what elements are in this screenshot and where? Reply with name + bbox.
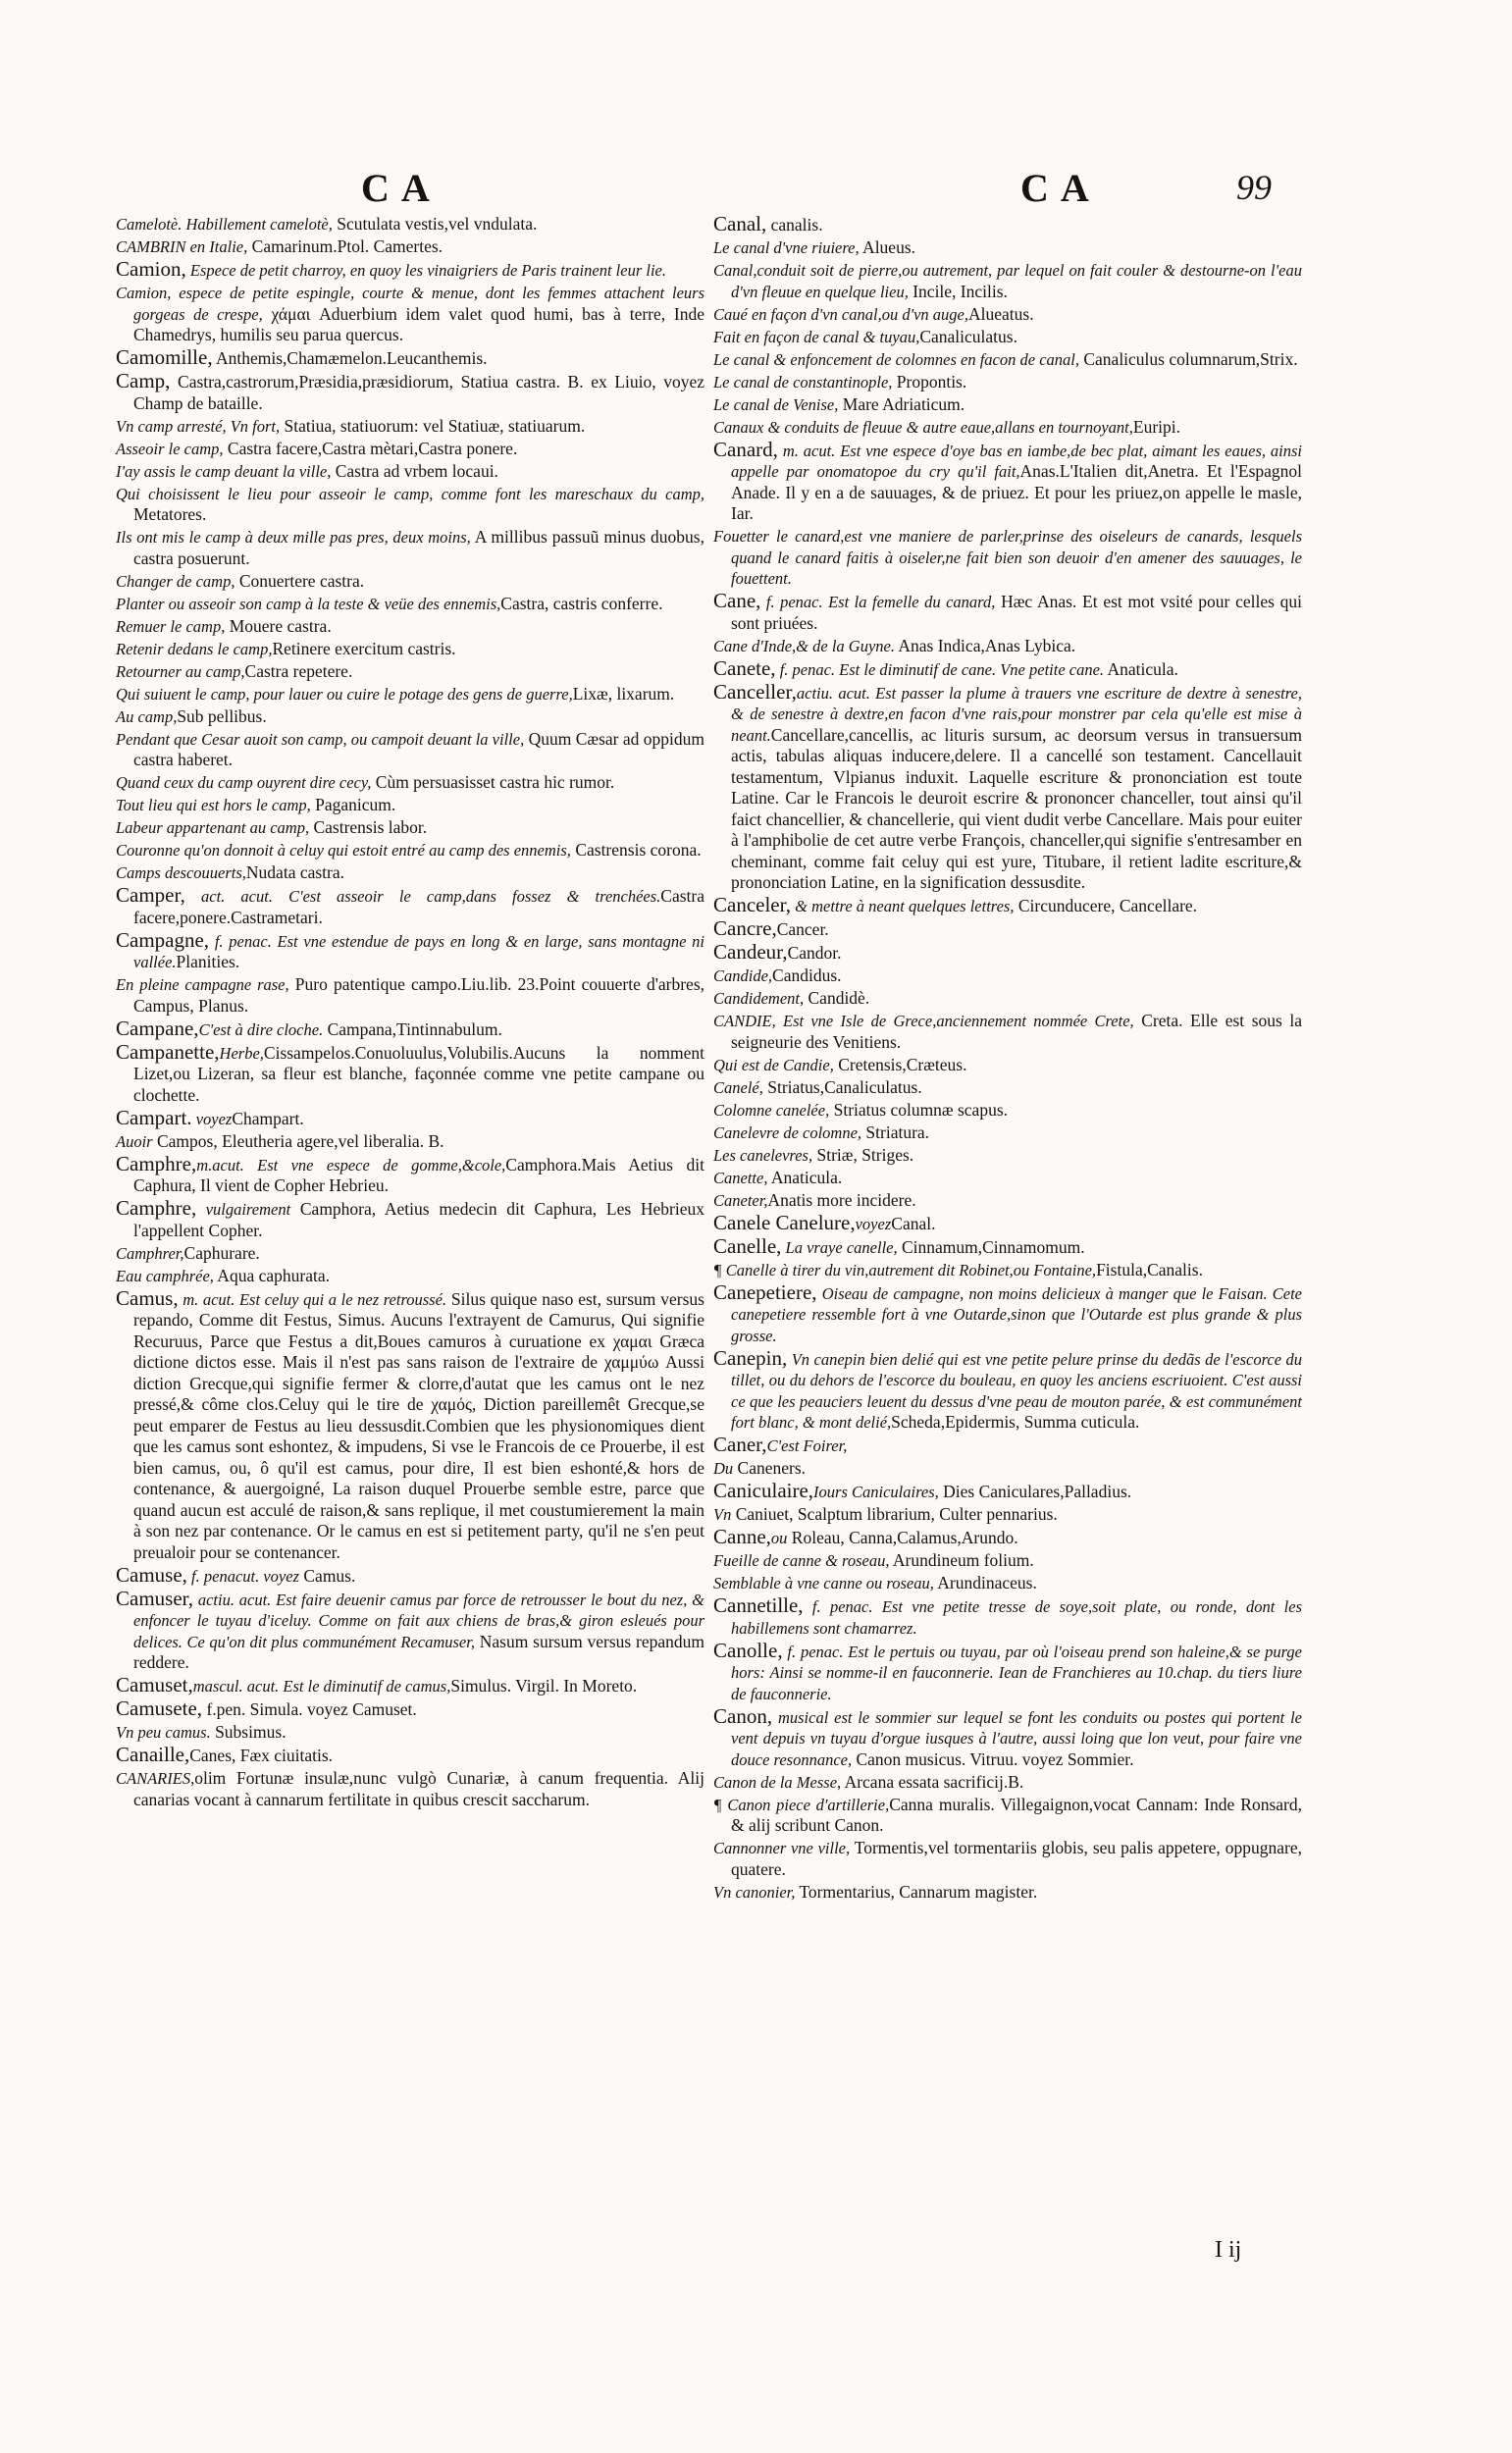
dictionary-entry bbox=[713, 1795, 1302, 1837]
entry-french-note: actiu. acut. Est passer la plume à trauers vne escriture de dextre à senestre, & de senestre à dextre,en facon d'vne rais,pour monstrer par cela qu'elle est mise à neant. bbox=[731, 683, 1302, 745]
dictionary-entry bbox=[116, 1131, 704, 1153]
entry-latin-text: Alueus. bbox=[859, 237, 916, 257]
dictionary-entry bbox=[116, 1151, 704, 1197]
right-running-head: CA bbox=[1020, 166, 1101, 210]
dictionary-entry bbox=[116, 772, 704, 794]
entry-french-note: Vn camp arresté, Vn fort, bbox=[116, 416, 281, 436]
entry-french-note: Oiseau de campagne, non moins delicieux à manger que le Faisan. Cete canepetiere ressemble fort à vne Outarde,sinon que l'Outarde est plus grande & plus grosse. bbox=[731, 1283, 1302, 1345]
dictionary-entry bbox=[713, 1504, 1302, 1526]
entry-headword: Cannetille, bbox=[713, 1593, 804, 1617]
dictionary-entry bbox=[713, 1638, 1302, 1705]
entry-latin-text: Hæc Anas. Et est mot vsité pour celles qui sont priuées. bbox=[731, 592, 1303, 633]
entry-headword: Camp, bbox=[116, 369, 171, 392]
entry-french-note: I'ay assis le camp deuant la ville, bbox=[116, 461, 332, 481]
entry-latin-text: Statiua, statiuorum: vel Statiuæ, statiuarum. bbox=[280, 415, 586, 436]
entry-headword: Canard, bbox=[713, 437, 778, 461]
dictionary-entry bbox=[116, 461, 704, 483]
entry-french-note: m. acut. Est vne espece d'oye bas en iambe,de bec plat, aimant les eaues, ainsi appelle par onomatopoe du cry qu'il fait, bbox=[731, 441, 1302, 481]
entry-french-note: ¶ Canelle à tirer du vin,autrement dit Robinet,ou Fontaine, bbox=[713, 1260, 1097, 1279]
entry-headword: Caniculaire, bbox=[713, 1479, 814, 1502]
dictionary-entry bbox=[116, 661, 704, 683]
entry-latin-text: Castrensis labor. bbox=[309, 817, 428, 837]
entry-french-note: m.acut. Est vne espece de gomme,&cole, bbox=[196, 1155, 506, 1174]
entry-french-note: Auoir bbox=[116, 1131, 153, 1151]
entry-french-note: Caué en façon d'vn canal,ou d'vn auge, bbox=[713, 304, 968, 324]
entry-headword: Canceler, bbox=[713, 893, 792, 916]
entry-french-note: Canelé, bbox=[713, 1077, 763, 1097]
right-column bbox=[713, 214, 1302, 1905]
dictionary-entry bbox=[713, 1279, 1302, 1347]
entry-french-note: Asseoir le camp, bbox=[116, 439, 224, 458]
entry-french-note: Camphrer, bbox=[116, 1243, 184, 1263]
entry-latin-text: Sub pellibus. bbox=[177, 705, 267, 726]
entry-headword: Canon, bbox=[713, 1703, 773, 1728]
entry-latin-text: Fistula,Canalis. bbox=[1096, 1259, 1203, 1279]
dictionary-entry bbox=[116, 817, 704, 839]
entry-latin-text: Canaliculus columnarum,Strix. bbox=[1078, 348, 1298, 369]
entry-latin-text: Cancer. bbox=[776, 919, 829, 939]
entry-latin-text: Aqua caphurata. bbox=[213, 1265, 330, 1285]
entry-french-note: Qui choisissent le lieu pour asseoir le camp, comme font les mareschaux du camp, bbox=[116, 484, 704, 503]
entry-headword: Cancre, bbox=[713, 916, 777, 940]
entry-french-note: Cane d'Inde,& de la Guyne. bbox=[713, 636, 895, 655]
entry-french-note: Du bbox=[713, 1459, 734, 1478]
entry-headword: Camomille, bbox=[116, 345, 213, 369]
entry-latin-text: Mouere castra. bbox=[225, 615, 332, 636]
entry-latin-text: Mare Adriaticum. bbox=[838, 393, 965, 414]
dictionary-entry bbox=[116, 1198, 704, 1241]
entry-latin-text: Propontis. bbox=[892, 371, 967, 391]
entry-headword: Candeur, bbox=[713, 940, 788, 964]
dictionary-entry bbox=[713, 327, 1302, 348]
entry-french-note: Candidement, bbox=[713, 989, 805, 1008]
entry-latin-text: Retinere exercitum castris. bbox=[272, 638, 456, 658]
dictionary-entry bbox=[116, 1675, 704, 1697]
entry-latin-text: Striatus,Canaliculatus. bbox=[762, 1076, 922, 1097]
dictionary-entry bbox=[713, 304, 1302, 326]
entry-french-note: Vn peu camus. bbox=[116, 1723, 211, 1742]
entry-latin-text: Castra facere,Castra mètari,Castra ponere. bbox=[223, 438, 518, 458]
entry-french-note: Fouetter le canard,est vne maniere de parler,prinse des oiseleurs de canards, lesquels quand le canard faitis à oiseler,ne fait bien son deuoir d'en amener des sauuages, le fouettent. bbox=[713, 527, 1302, 588]
entry-latin-text: Creta. Elle est sous la seigneurie des Venitiens. bbox=[731, 1011, 1302, 1052]
entry-latin-text: χάμαι Aduerbium idem valet quod humi, bas à terre, Inde Chamedrys, humilis seu parua quercus. bbox=[133, 303, 705, 344]
dictionary-entry bbox=[713, 1210, 1302, 1235]
entry-headword: Camuset, bbox=[116, 1673, 193, 1696]
dictionary-entry bbox=[116, 1698, 704, 1721]
entry-french-note: C'est Foirer, bbox=[766, 1436, 848, 1455]
entry-french-note: Planter ou asseoir son camp à la teste & veüe des ennemis, bbox=[116, 594, 501, 613]
entry-latin-text: Cretensis,Cræteus. bbox=[833, 1054, 967, 1074]
entry-french-note: Canal,conduit soit de pierre,ou autrement, par lequel on fait couler & destourne-on l'eau d'vn fleuue en quelque lieu, bbox=[713, 261, 1302, 301]
entry-french-note: C'est à dire cloche. bbox=[198, 1019, 324, 1039]
entry-french-note: Changer de camp, bbox=[116, 571, 235, 591]
entry-latin-text: olim Fortunæ insulæ,nunc vulgò Cunariæ, à canum frequentia. Alij canarias vocant à cannarum fertilitate in quibus crescit saccharum. bbox=[133, 1768, 704, 1809]
entry-headword: Canaille, bbox=[116, 1743, 190, 1766]
entry-french-note: CANDIE, Est vne Isle de Grece,anciennement nommée Crete, bbox=[713, 1012, 1134, 1030]
entry-headword: Cane, bbox=[713, 589, 761, 612]
entry-latin-text: Striæ, Striges. bbox=[812, 1144, 914, 1165]
dictionary-entry bbox=[116, 1105, 704, 1130]
entry-latin-text: Nudata castra. bbox=[245, 862, 345, 882]
entry-french-note: Camion, espece de petite espingle, courte & menue, dont les femmes attachent leurs gorgeas de crespe, bbox=[116, 284, 704, 324]
entry-french-note: & mettre à neant quelques lettres, bbox=[791, 897, 1015, 915]
entry-french-note: f. penac. Est la femelle du canard, bbox=[760, 593, 996, 611]
entry-french-note: voyez bbox=[191, 1109, 233, 1128]
dictionary-entry bbox=[713, 237, 1302, 259]
dictionary-entry bbox=[713, 1838, 1302, 1880]
entry-latin-text: Castra repetere. bbox=[244, 660, 353, 681]
entry-latin-text: Canna muralis. Villegaignon,vocat Cannam: Inde Ronsard, & alij scribunt Canon. bbox=[731, 1794, 1302, 1835]
entry-headword: Camus, bbox=[116, 1285, 179, 1310]
entry-latin-text: Cissampelos.Conuoluulus,Volubilis.Aucuns la nomment Lizet,ou Lizeran, sa fleur est blanche, façonnée comme vne petite campane ou clochette. bbox=[133, 1042, 704, 1105]
dictionary-entry bbox=[116, 927, 704, 973]
dictionary-entry bbox=[713, 1055, 1302, 1076]
dictionary-entry bbox=[713, 437, 1303, 525]
entry-latin-text: Camus. bbox=[299, 1565, 356, 1586]
entry-latin-text: Tormentis,vel tormentariis globis, seu palis appetere, oppugnare, quatere. bbox=[731, 1838, 1302, 1879]
entry-french-note: Iours Caniculaires, bbox=[813, 1483, 939, 1501]
entry-latin-text: Paganicum. bbox=[310, 795, 396, 814]
entry-latin-text: Anas Indica,Anas Lybica. bbox=[894, 635, 1076, 655]
entry-latin-text: Striatura. bbox=[861, 1122, 930, 1142]
dictionary-entry bbox=[713, 1168, 1302, 1189]
entry-french-note: Ils ont mis le camp à deux mille pas pres, deux moins, bbox=[116, 528, 471, 547]
dictionary-entry bbox=[116, 527, 704, 569]
entry-headword: Camphre, bbox=[116, 1151, 197, 1175]
dictionary-entry bbox=[116, 862, 704, 884]
entry-french-note: Vn canonier, bbox=[713, 1882, 796, 1902]
entry-latin-text: Planities. bbox=[176, 952, 240, 971]
dictionary-entry bbox=[713, 966, 1302, 987]
entry-headword: Canepetiere, bbox=[713, 1279, 817, 1304]
entry-latin-text: Anaticula. bbox=[767, 1167, 843, 1187]
entry-headword: Campart. bbox=[116, 1105, 192, 1129]
dictionary-entry bbox=[116, 1266, 704, 1287]
entry-headword: Campagne, bbox=[116, 927, 210, 952]
entry-latin-text: Scheda,Epidermis, Summa cuticula. bbox=[891, 1412, 1140, 1432]
dictionary-entry bbox=[116, 1722, 704, 1744]
dictionary-entry bbox=[116, 484, 704, 526]
dictionary-entry bbox=[116, 1285, 704, 1564]
entry-french-note: ou bbox=[770, 1529, 788, 1547]
entry-french-note: Canette, bbox=[713, 1168, 768, 1187]
dictionary-entry bbox=[116, 840, 704, 861]
dictionary-entry bbox=[713, 1458, 1302, 1480]
entry-french-note: Colomne canelée, bbox=[713, 1100, 830, 1120]
dictionary-entry bbox=[713, 349, 1302, 371]
dictionary-entry bbox=[713, 679, 1302, 894]
entry-latin-text: Arundinaceus. bbox=[933, 1573, 1037, 1592]
entry-french-note: act. acut. C'est asseoir le camp,dans fossez & trenchées. bbox=[184, 887, 661, 906]
entry-french-note: f. penac. Est le pertuis ou tuyau, par où l'oiseau prend son haleine,& se purge hors: Ainsi se nomme-il en fauconnerie. Iean de Franchieres au 10.chap. du tiers liure de fauconnerie. bbox=[731, 1642, 1302, 1703]
dictionary-entry bbox=[116, 439, 704, 460]
entry-headword: Camphre, bbox=[116, 1196, 197, 1220]
entry-latin-text: Conuertere castra. bbox=[235, 570, 365, 591]
entry-headword: Camion, bbox=[116, 257, 186, 281]
entry-headword: Canepin, bbox=[713, 1345, 788, 1370]
entry-latin-text: Nasum sursum versus repandum reddere. bbox=[133, 1631, 704, 1672]
dictionary-entry bbox=[713, 1435, 1302, 1457]
entry-latin-text: Anthemis,Chamæmelon.Leucanthemis. bbox=[212, 348, 488, 368]
entry-french-note: En pleine campagne rase, bbox=[116, 975, 289, 994]
entry-latin-text: Candidus. bbox=[772, 966, 842, 985]
dictionary-entry bbox=[116, 371, 704, 414]
entry-french-note: Fait en façon de canal & tuyau, bbox=[713, 327, 920, 346]
entry-latin-text: canalis. bbox=[766, 215, 823, 235]
entry-french-note: CAMBRIN en Italie, bbox=[116, 237, 248, 256]
entry-french-note: Retourner au camp, bbox=[116, 661, 245, 681]
entry-latin-text: Lixæ, lixarum. bbox=[572, 683, 675, 704]
dictionary-entry bbox=[713, 1190, 1302, 1212]
entry-french-note: Qui est de Candie, bbox=[713, 1055, 834, 1074]
dictionary-entry bbox=[116, 283, 704, 346]
dictionary-entry bbox=[713, 895, 1302, 917]
dictionary-entry bbox=[713, 372, 1302, 393]
entry-latin-text: Castra, castris conferre. bbox=[500, 593, 663, 613]
entry-latin-text: A millibus passuũ minus duobus, castra posuerunt. bbox=[133, 527, 704, 568]
entry-french-note: Les canelevres, bbox=[713, 1145, 813, 1165]
entry-latin-text: Metatores. bbox=[133, 504, 207, 524]
dictionary-entry bbox=[116, 594, 704, 615]
entry-latin-text: Subsimus. bbox=[210, 1722, 287, 1742]
dictionary-entry bbox=[713, 655, 1302, 681]
entry-latin-text: Castra,castrorum,Præsidia,præsidiorum, Statiua castra. B. ex Liuio, voyez Champ de bataille. bbox=[133, 372, 704, 413]
entry-latin-text: Castra ad vrbem locaui. bbox=[331, 460, 498, 481]
entry-latin-text: Campos, Eleutheria agere,vel liberalia. B. bbox=[152, 1130, 444, 1151]
entry-french-note: Canaux & conduits de fleuue & autre eaue,allans en tournoyant, bbox=[713, 417, 1133, 437]
dictionary-entry bbox=[116, 729, 704, 771]
dictionary-entry bbox=[116, 885, 704, 928]
entry-latin-text: Striatus columnæ scapus. bbox=[829, 1099, 1009, 1120]
dictionary-entry bbox=[116, 795, 704, 816]
entry-french-note: f. penac. Est le diminutif de cane. Vne petite cane. bbox=[775, 659, 1105, 679]
dictionary-entry bbox=[713, 1527, 1302, 1549]
dictionary-entry bbox=[713, 417, 1302, 439]
entry-latin-text: Quum Cæsar ad oppidum castra haberet. bbox=[133, 728, 705, 769]
entry-french-note: actiu. acut. Est faire deuenir camus par force de retrousser le bout du nez, & enfoncer le tuyau d'iceluy. Comme on fait aux chiens de bras,& giron esleués pour delices. Ce qu'on dit plus communément Recamuser, bbox=[133, 1590, 704, 1651]
left-running-head: CA bbox=[361, 166, 442, 210]
entry-headword: Caner, bbox=[713, 1433, 767, 1456]
entry-latin-text: Castrensis corona. bbox=[570, 840, 702, 860]
entry-french-note: Vn canepin bien delié qui est vne petite pelure prinse du dedãs de l'escorce du tillet, ou du dehors de l'escorce du bouleau, en quoy les anciens escriuoient. C'est aussi ce que les peauciers leuent du dessus d'vne peau de mouton parée, & est communément fort blanc, & mont delié, bbox=[731, 1349, 1302, 1432]
dictionary-entry bbox=[116, 571, 704, 593]
entry-french-note: Fueille de canne & roseau, bbox=[713, 1551, 890, 1570]
dictionary-entry bbox=[713, 1772, 1302, 1794]
entry-french-note: m. acut. Est celuy qui a le nez retroussé. bbox=[178, 1289, 447, 1309]
entry-french-note: Labeur appartenant au camp, bbox=[116, 818, 310, 837]
entry-french-note: f. penac. Est vne petite tresse de soye,soit plate, ou ronde, dont les habillemens sont chamarrez. bbox=[731, 1597, 1302, 1638]
entry-french-note: voyez bbox=[855, 1214, 892, 1233]
dictionary-entry bbox=[713, 1077, 1302, 1099]
entry-french-note: Camelotè. Habillement camelotè, bbox=[116, 215, 333, 234]
entry-french-note: Quand ceux du camp ouyrent dire cecy, bbox=[116, 773, 372, 792]
entry-french-note: f. penacut. voyez bbox=[186, 1566, 299, 1586]
entry-latin-text: Camarinum.Ptol. Camertes. bbox=[247, 236, 443, 256]
dictionary-entry bbox=[713, 1882, 1302, 1904]
entry-french-note: ¶ Canon piece d'artillerie, bbox=[713, 1795, 890, 1814]
dictionary-entry bbox=[713, 1595, 1302, 1639]
entry-latin-text: Camphora, Aetius medecin dit Caphura, Les Hebrieux l'appellent Copher. bbox=[133, 1199, 704, 1240]
entry-french-note: musical est le sommier sur lequel se font les conduits ou postes qui portent le vent depuis vn tuyau d'orgue iusques à l'autre, aussi loing que lon veut, pour faire vne douce resonnance, bbox=[731, 1707, 1302, 1769]
entry-latin-text: Caphurare. bbox=[183, 1242, 260, 1263]
entry-french-note: Cannonner vne ville, bbox=[713, 1839, 851, 1857]
dictionary-entry bbox=[116, 416, 704, 438]
dictionary-entry bbox=[713, 636, 1302, 657]
entry-latin-text: Circunducere, Cancellare. bbox=[1014, 896, 1198, 915]
entry-headword: Canelle, bbox=[713, 1233, 782, 1258]
dictionary-entry bbox=[116, 1018, 704, 1041]
entry-latin-text: Simulus. Virgil. In Moreto. bbox=[450, 1676, 638, 1696]
dictionary-entry bbox=[713, 918, 1302, 941]
dictionary-entry bbox=[713, 1260, 1302, 1281]
entry-latin-text: Puro patentique campo.Liu.lib. 23.Point couuerte d'arbres, Campus, Planus. bbox=[133, 974, 704, 1016]
dictionary-entry bbox=[116, 639, 704, 660]
dictionary-entry bbox=[713, 214, 1302, 236]
entry-latin-text: Alueatus. bbox=[968, 303, 1034, 324]
dictionary-entry bbox=[713, 942, 1302, 965]
entry-latin-text: Arundineum folium. bbox=[889, 1550, 1034, 1570]
page-number: 99 bbox=[1236, 168, 1272, 207]
entry-french-note: Le canal d'vne riuiere, bbox=[713, 238, 860, 257]
entry-french-note: Caneter, bbox=[713, 1190, 768, 1210]
dictionary-entry bbox=[713, 1145, 1302, 1167]
entry-headword: Canolle, bbox=[713, 1638, 783, 1662]
dictionary-entry bbox=[116, 1586, 704, 1674]
dictionary-entry bbox=[116, 1243, 704, 1265]
dictionary-entry bbox=[713, 1345, 1302, 1434]
dictionary-entry bbox=[116, 974, 704, 1017]
entry-french-note: Tout lieu qui est hors le camp, bbox=[116, 796, 311, 814]
entry-latin-text: Caneners. bbox=[733, 1458, 807, 1478]
signature-mark: I ij bbox=[1215, 2237, 1242, 2263]
dictionary-entry bbox=[116, 1768, 704, 1810]
dictionary-entry bbox=[713, 1703, 1302, 1771]
entry-french-note: Espece de petit charroy, en quoy les vinaigriers de Paris trainent leur lie. bbox=[185, 261, 666, 280]
dictionary-entry bbox=[116, 259, 704, 282]
entry-headword: Canete, bbox=[713, 655, 776, 680]
entry-latin-text: Caniuet, Scalptum librarium, Culter pennarius. bbox=[731, 1504, 1058, 1524]
entry-latin-text: Camphora.Mais Aetius dit Caphura, Il vient de Copher Hebrieu. bbox=[133, 1154, 704, 1195]
entry-french-note: Pendant que Cesar auoit son camp, ou campoit deuant la ville, bbox=[116, 729, 525, 749]
dictionary-entry bbox=[116, 347, 704, 370]
dictionary-entry bbox=[116, 616, 704, 638]
entry-french-note: Herbe, bbox=[219, 1043, 264, 1063]
entry-french-note: Canon de la Messe, bbox=[713, 1772, 842, 1792]
dictionary-entry bbox=[116, 1562, 704, 1588]
entry-headword: Canal, bbox=[713, 212, 767, 235]
dictionary-entry bbox=[713, 988, 1302, 1010]
entry-latin-text: Anas.L'Italien dit,Anetra. Et l'Espagnol Anade. Il y en a de sauuages, & de priuez. Et pour les priuez,on appelle le masle, Iar. bbox=[731, 461, 1303, 523]
entry-latin-text: Candidè. bbox=[804, 988, 870, 1008]
entry-latin-text: Campana,Tintinnabulum. bbox=[323, 1018, 502, 1039]
entry-latin-text: Scutulata vestis,vel vndulata. bbox=[332, 214, 538, 234]
entry-latin-text: Canal. bbox=[891, 1213, 936, 1233]
dictionary-entry bbox=[116, 1039, 704, 1107]
entry-latin-text: Cùm persuasisset castra hic rumor. bbox=[371, 772, 615, 792]
entry-headword: Campane, bbox=[116, 1016, 199, 1040]
dictionary-entry bbox=[116, 706, 704, 728]
entry-headword: Canceller, bbox=[713, 679, 797, 704]
entry-french-note: Remuer le camp, bbox=[116, 616, 226, 636]
entry-headword: Campanette, bbox=[116, 1039, 220, 1064]
entry-french-note: mascul. acut. Est le diminutif de camus, bbox=[192, 1677, 451, 1696]
entry-french-note: Le canal & enfoncement de colomnes en facon de canal, bbox=[713, 349, 1079, 369]
dictionary-entry bbox=[713, 1481, 1302, 1503]
entry-headword: Camuse, bbox=[116, 1562, 187, 1587]
entry-headword: Camusete, bbox=[116, 1696, 203, 1720]
dictionary-entry bbox=[116, 1745, 704, 1767]
entry-latin-text: Dies Caniculares,Palladius. bbox=[938, 1482, 1132, 1501]
dictionary-entry bbox=[713, 394, 1302, 416]
entry-french-note: Le canal de Venise, bbox=[713, 394, 839, 414]
left-column bbox=[116, 214, 704, 1812]
dictionary-entry bbox=[713, 526, 1302, 590]
entry-latin-text: Champart. bbox=[232, 1108, 304, 1128]
dictionary-entry bbox=[713, 1233, 1302, 1259]
entry-headword: Canne, bbox=[713, 1525, 771, 1548]
entry-latin-text: Anatis more incidere. bbox=[767, 1189, 916, 1210]
entry-headword: Camper, bbox=[116, 883, 185, 907]
entry-french-note: Le canal de constantinople, bbox=[713, 372, 893, 391]
entry-french-note: Semblable à vne canne ou roseau, bbox=[713, 1574, 934, 1592]
entry-french-note: Eau camphrée, bbox=[116, 1266, 214, 1285]
entry-latin-text: Canaliculatus. bbox=[919, 326, 1017, 346]
entry-latin-text: Euripi. bbox=[1132, 416, 1180, 437]
entry-french-note: La vraye canelle, bbox=[781, 1237, 898, 1257]
entry-latin-text: Canon musicus. Vitruu. voyez Sommier. bbox=[852, 1748, 1134, 1769]
dictionary-entry bbox=[713, 260, 1302, 302]
entry-latin-text: Cinnamum,Cinnamomum. bbox=[897, 1236, 1085, 1257]
entry-headword: Camuser, bbox=[116, 1586, 194, 1610]
entry-latin-text: Cancellare,cancellis, ac lituris sursum, ac deorsum versus in transuersum actis, tabulas aliquas inducere,delere. Il a cancellé son testament. Cancellauit testamentum, Vlpianus induxit. Laquelle escriture & prononciation est toute Latine. Car le Francois le deuroit escrire & prononcer chanceller, tout ainsi qu'il faict chancellier, & chancellerie, qui vient dudit verbe Cancellare. Mais pour euiter à l'amphibolie de cet autre verbe François, chanceller,qui signifie s'entresamber en cheminant, comme fait celuy qui est yure, Titubare, il retient ladite escriture,& prononciation Latine, en la signification dessusdite. bbox=[731, 724, 1302, 892]
entry-latin-text: Tormentarius, Cannarum magister. bbox=[795, 1881, 1038, 1902]
dictionary-entry bbox=[713, 1100, 1302, 1122]
entry-french-note: Qui suiuent le camp, pour lauer ou cuire le potage des gens de guerre, bbox=[116, 684, 573, 704]
entry-latin-text: Candor. bbox=[787, 943, 842, 963]
entry-french-note: Vn bbox=[713, 1505, 732, 1524]
entry-latin-text: Canes, Fæx ciuitatis. bbox=[189, 1746, 334, 1765]
entry-latin-text: f.pen. Simula. voyez Camuset. bbox=[202, 1699, 417, 1719]
dictionary-entry bbox=[116, 236, 704, 258]
entry-french-note: Couronne qu'on donnoit à celuy qui estoit entré au camp des ennemis, bbox=[116, 841, 571, 860]
dictionary-entry bbox=[713, 1122, 1302, 1144]
entry-latin-text: Incile, Incilis. bbox=[908, 281, 1008, 301]
entry-latin-text: Roleau, Canna,Calamus,Arundo. bbox=[787, 1528, 1018, 1547]
dictionary-entry bbox=[713, 1011, 1302, 1053]
dictionary-entry bbox=[713, 1573, 1302, 1594]
dictionary-entry bbox=[116, 214, 704, 235]
entry-latin-text: Castra facere,ponere.Castrametari. bbox=[133, 886, 704, 927]
dictionary-entry bbox=[116, 684, 704, 705]
entry-french-note: Camps descouuerts, bbox=[116, 863, 246, 882]
entry-french-note: vulgairement bbox=[196, 1200, 291, 1219]
dictionary-entry bbox=[713, 1550, 1302, 1572]
entry-french-note: Au camp, bbox=[116, 706, 178, 726]
entry-french-note: Canelevre de colomne, bbox=[713, 1122, 862, 1142]
entry-latin-text: Arcana essata sacrificij.B. bbox=[841, 1771, 1024, 1792]
entry-latin-text: Silus quique naso est, sursum versus repando, Comme dit Festus, Simus. Aucuns l'extrayent de Camurus, Qui signifie Recuruus, Parce que Festus a dit,Boues camuros à curuatione ex χαμαι Græca dictione dictos esse. Mais il n'est pas sans raison de l'extraire de χαμμύω Aussi diction Grecque,qui signifie fermer & clorre,d'autat que les camus ont le nez pressé,& côme clos.Celuy qui le tire de χαμός, Diction pareillemêt Grecque,se peut emparer de Festus au lieu dessusdit.Combien que les physionomiques dient que les camus sont eshontez, & impudens, Si vse le Francois de ce Prouerbe, il est bien camus, ou, ô qu'il est camus, pour dire, Il est bien eshonté,& hors de contenance, & auergoigné, La raison duquel Prouerbe semble estre, parce que quand aucun est acculé de raison,& sans replique, il met coustumierement la main à son nez par contenance. Or le camus en est si petitement party, qu'il ne s'en peut preualoir pour se contenancer. bbox=[133, 1288, 704, 1562]
dictionary-entry bbox=[713, 591, 1302, 634]
entry-latin-text: Anaticula. bbox=[1104, 658, 1178, 679]
entry-french-note: f. penac. Est vne estendue de pays en long & en large, sans montagne ni vallée. bbox=[133, 931, 704, 971]
entry-french-note: CANARIES, bbox=[116, 1769, 195, 1788]
entry-french-note: Candide, bbox=[713, 966, 773, 985]
entry-headword: Canele Canelure, bbox=[713, 1210, 856, 1234]
entry-french-note: Retenir dedans le camp, bbox=[116, 639, 273, 658]
